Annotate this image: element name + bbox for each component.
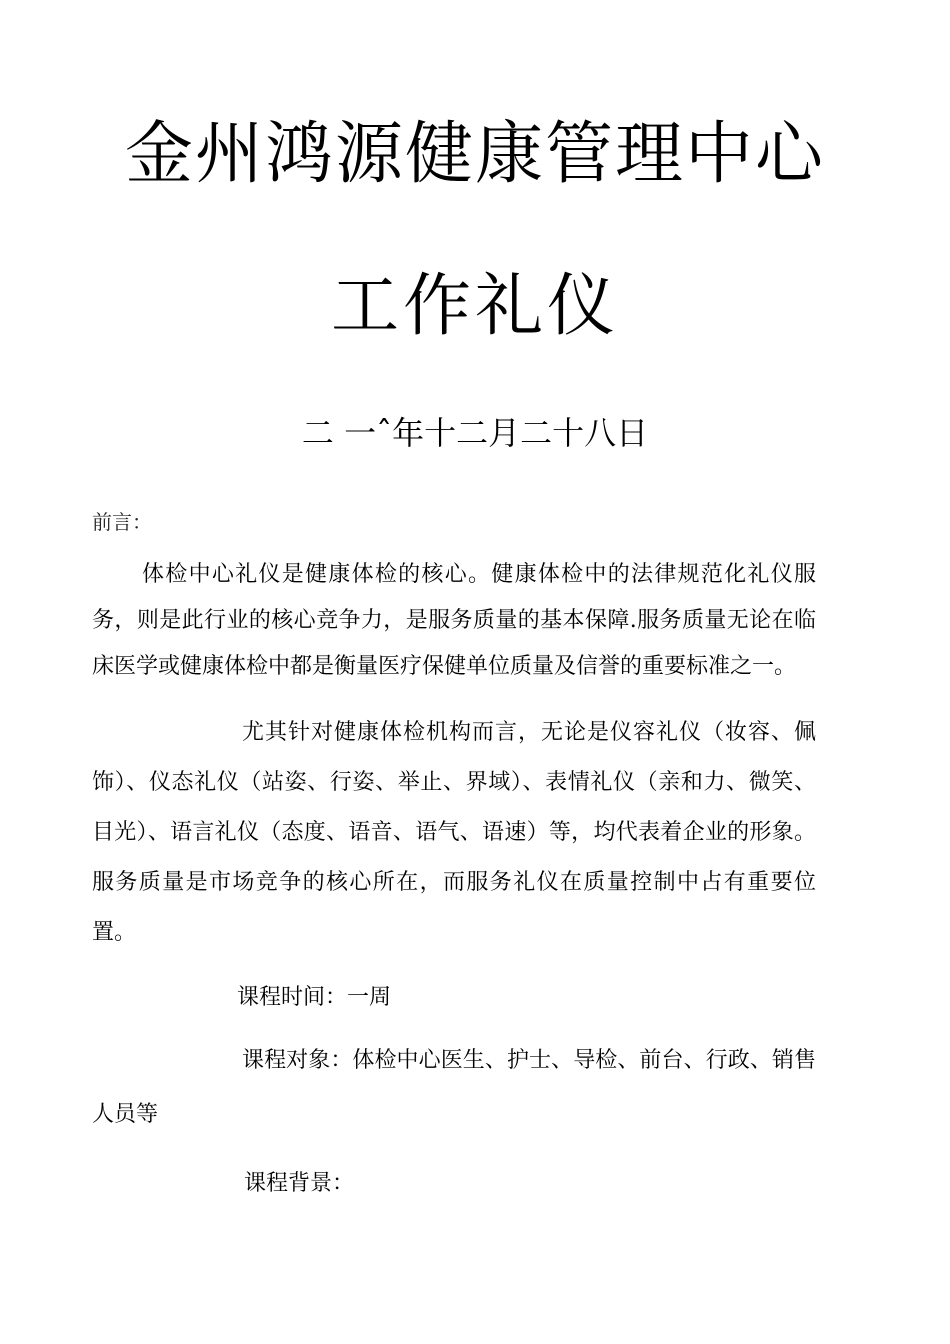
document-subtitle: 工作礼仪 xyxy=(330,267,619,346)
document-title: 金州鸿源健康管理中心 xyxy=(124,115,825,194)
course-background-heading: 课程背景： xyxy=(244,1171,355,1196)
course-time: 课程时间：一周 xyxy=(237,985,392,1010)
preface-paragraph-1: 体检中心礼仪是健康体检的核心。健康体检中的法律规范化礼仪服务，则是此行业的核心竞争力，是服务质量的基本保障.服务质量无论在临床医学或健康体检中都是衡量医疗保健单位质量及信誉的重要标准之一。 xyxy=(92,562,816,679)
document-date: 二 一ˆ年十二月二十八日 xyxy=(301,414,649,452)
preface-paragraph-2: 尤其针对健康体检机构而言，无论是仪容礼仪（妆容、佩饰）、仪态礼仪（站姿、行姿、举止、界域）、表情礼仪（亲和力、微笑、目光）、语言礼仪（态度、语音、语气、语速）等，均代表着企业的形象。服务质量是市场竞争的核心所在，而服务礼仪在质量控制中占有重要位置。 xyxy=(92,720,816,945)
course-target: 课程对象：体检中心医生、护士、导检、前台、行政、销售人员等 xyxy=(92,1048,816,1127)
preface-label: 前言： xyxy=(92,510,152,534)
